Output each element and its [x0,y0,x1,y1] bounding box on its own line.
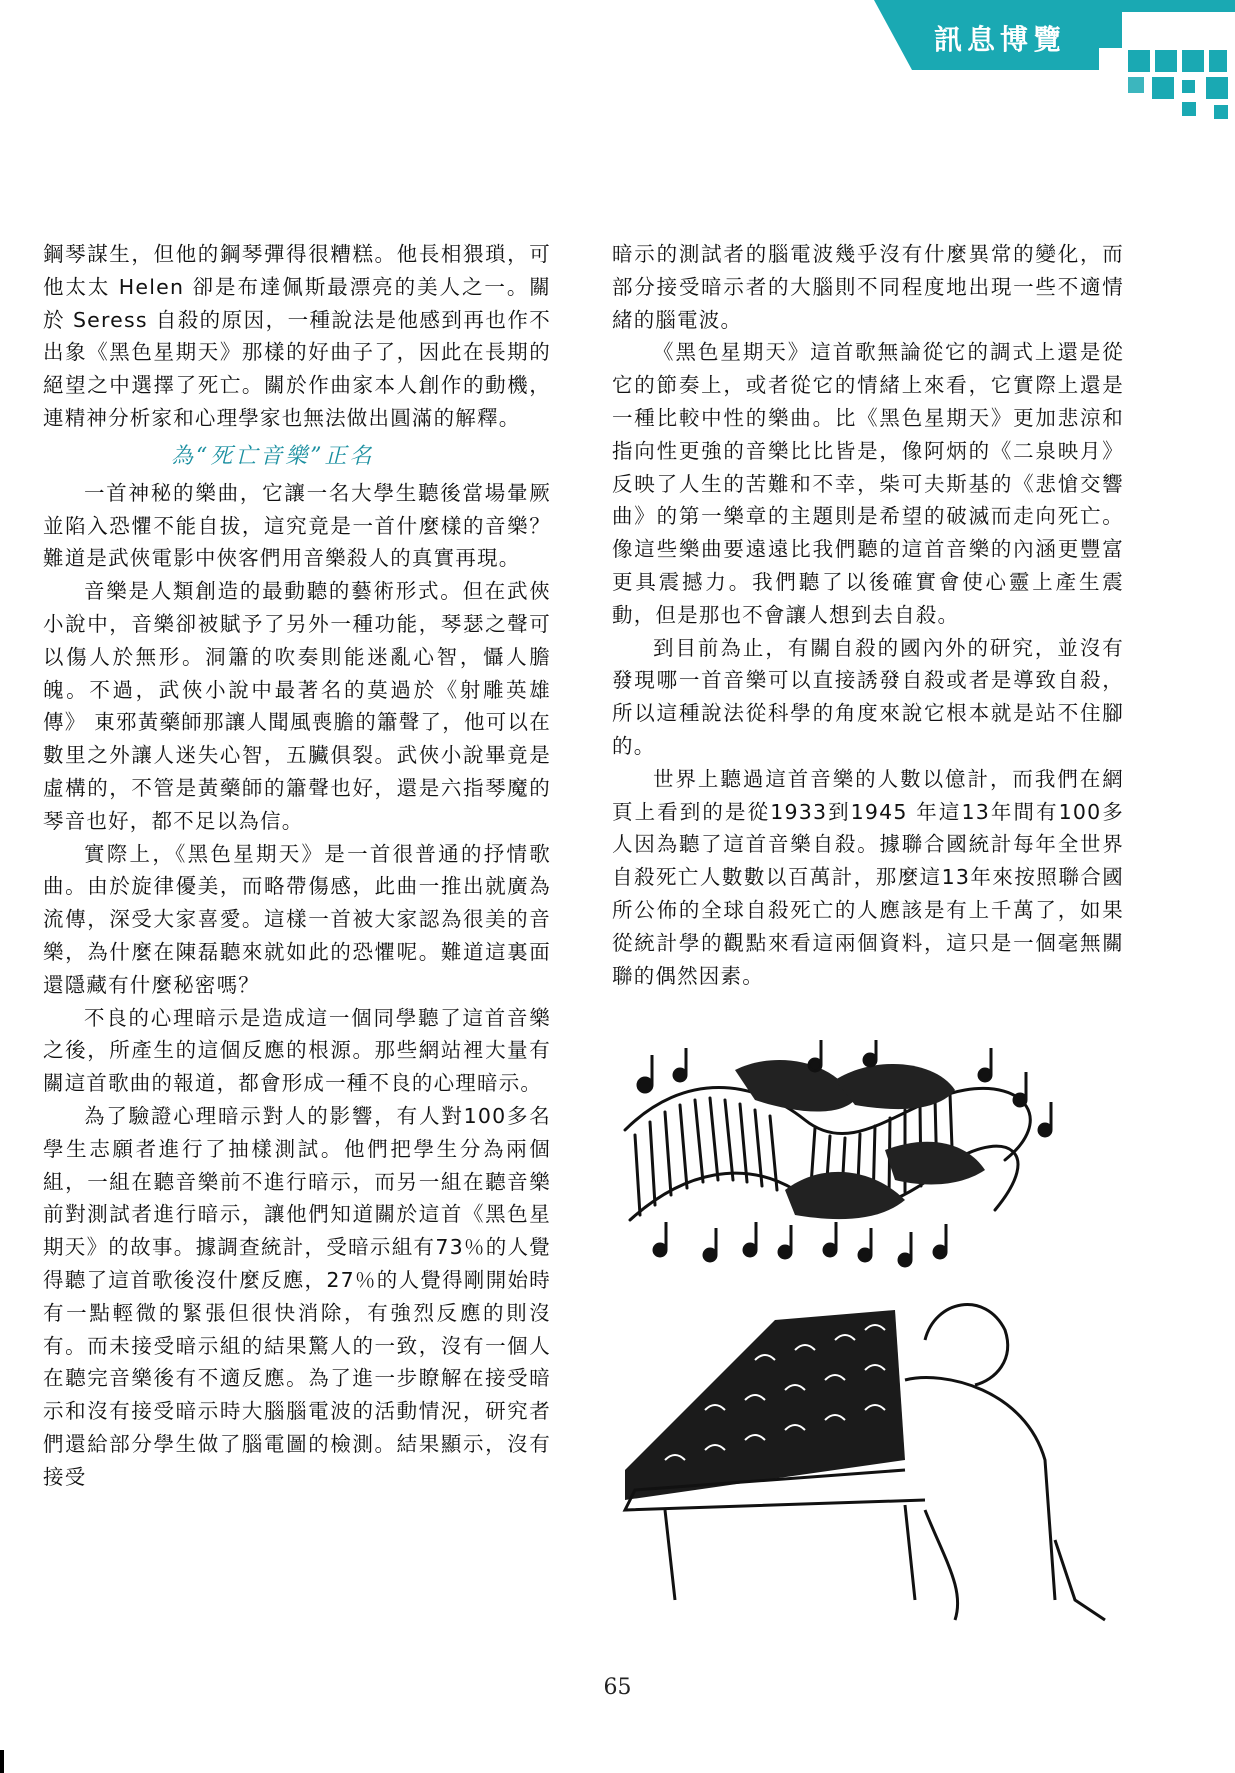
paragraph: 鋼琴謀生，但他的鋼琴彈得很糟糕。他長相猥瑣，可他太太 Helen 卻是布達佩斯最漂亮的美人之一。關於 Seress 自殺的原因，一種說法是他感到再也作不出象《黑色星期天》那樣的好曲子了，因此在長期的絕望之中選擇了死亡。關於作曲家本人創作的動機，連精神分析家和心理學家也無法做出圓滿的解釋。 [43,242,551,430]
section-header-title: 訊息博覽 [934,23,1067,56]
paragraph: 為了驗證心理暗示對人的影響，有人對100多名學生志願者進行了抽樣測試。他們把學生分為兩個組，一組在聽音樂前不進行暗示，而另一組在聽音樂前對測試者進行暗示，讓他們知道關於這首《黑色星期天》的故事。據調查統計，受暗示組有73％的人覺得聽了這首歌後沒什麼反應，27％的人覺得剛開始時有一點輕微的緊張但很快消除，有強烈反應的則沒有。而未接受暗示組的結果驚人的一致，沒有一個人在聽完音樂後有不適反應。為了進一步瞭解在接受暗示和沒有接受暗示時大腦腦電波的活動情況，研究者們還給部分學生做了腦電圖的檢測。結果顯示，沒有接受 [43,1103,551,1489]
decorative-squares [1128,50,1235,125]
scan-edge-mark [0,1750,4,1773]
article-right-column [612,238,1124,992]
paragraph: 暗示的測試者的腦電波幾乎沒有什麼異常的變化，而部分接受暗示者的大腦則不同程度地出現一些不適情緒的腦電波。 [612,242,1124,332]
paragraph: 音樂是人類創造的最動聽的藝術形式。但在武俠小說中，音樂卻被賦予了另外一種功能，琴瑟之聲可以傷人於無形。洞簫的吹奏則能迷亂心智，懾人膽魄。不過，武俠小說中最著名的莫過於《射雕英雄傳》 東邪黃藥師那讓人聞風喪膽的簫聲了，他可以在數里之外讓人迷失心智，五臟俱裂。武俠小說畢竟是虛構的，不管是黃藥師的簫聲也好，還是六指琴魔的琴音也好，都不足以為信。 [43,579,551,833]
paragraph: 不良的心理暗示是造成這一個同學聽了這首音樂之後，所產生的這個反應的根源。那些網站裡大量有關這首歌曲的報道，都會形成一種不良的心理暗示。 [43,1005,551,1096]
paragraph: 一首神秘的樂曲，它讓一名大學生聽後當場暈厥並陷入恐懼不能自拔，這究竟是一首什麼樣的音樂？難道是武俠電影中俠客們用音樂殺人的真實再現。 [43,480,551,571]
paragraph: 實際上，《黑色星期天》是一首很普通的抒情歌曲。由於旋律優美，而略帶傷感，此曲一推出就廣為流傳，深受大家喜愛。這樣一首被大家認為很美的音樂，為什麼在陳磊聽來就如此的恐懼呢。難道這裏面還隱藏有什麼秘密嗎？ [43,841,551,997]
article-left-column [43,238,551,1493]
section-heading: 為“死亡音樂”正名 [171,443,375,469]
paragraph: 到目前為止，有關自殺的國內外的研究，並沒有發現哪一首音樂可以直接誘發自殺或者是導致自殺，所以這種說法從科學的角度來說它根本就是站不住腳的。 [612,635,1124,758]
paragraph: 《黑色星期天》這首歌無論從它的調式上還是從它的節奏上，或者從它的情緒上來看，它實際上還是一種比較中性的樂曲。比《黑色星期天》更加悲涼和指向性更強的音樂比比皆是，像阿炳的《二泉映月》反映了人生的苦難和不幸，柴可夫斯基的《悲愴交響曲》的第一樂章的主題則是希望的破滅而走向死亡。像這些樂曲要遠遠比我們聽的這首音樂的內涵更豐富更具震撼力。我們聽了以後確實會使心靈上產生震動，但是那也不會讓人想到去自殺。 [612,340,1124,627]
paragraph: 世界上聽過這首音樂的人數以億計，而我們在網頁上看到的是從1933到1945 年這13年間有100多人因為聽了這首音樂自殺。據聯合國統計每年全世界自殺死亡人數數以百萬計，那麼這13年來按照聯合國所公佈的全球自殺死亡的人應該是有上千萬了，如果從統計學的觀點來看這兩個資料，這只是一個毫無關聯的偶然因素。 [612,766,1124,988]
pianist-illustration [605,1040,1140,1630]
page-number: 65 [603,1675,632,1700]
piano-music-drawing [605,1040,1140,1630]
